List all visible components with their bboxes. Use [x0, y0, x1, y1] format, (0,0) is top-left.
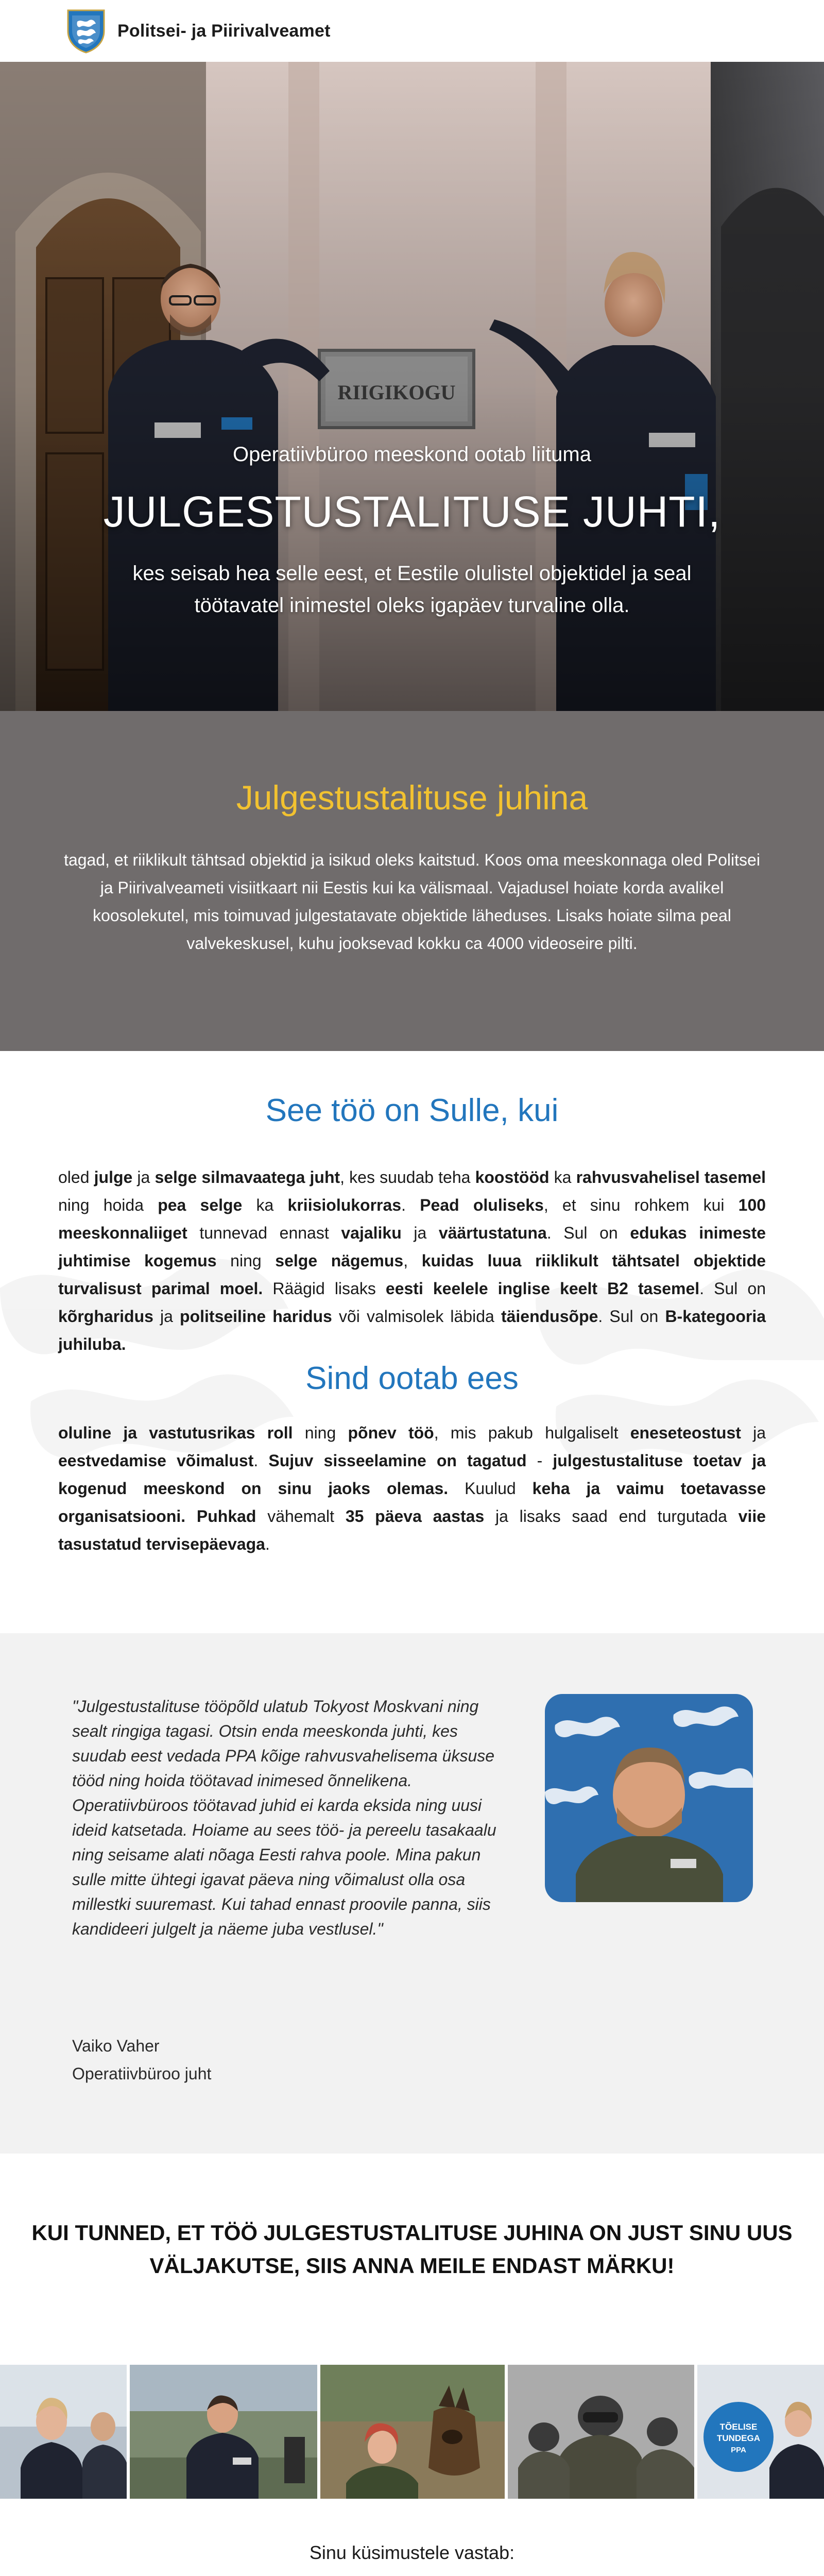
- awaits-segment: Kuulud: [448, 1479, 533, 1498]
- testimonial-section: [0, 1633, 824, 2154]
- awaits-segment: ja lisaks saad end turgutada: [484, 1507, 739, 1526]
- suits-segment: väärtustatuna: [438, 1224, 547, 1242]
- suits-segment: edukas inimeste juhtimise kogemus: [58, 1224, 766, 1270]
- testimonial-role: Operatiivbüroo juht: [72, 2064, 212, 2083]
- testimonial-name: Vaiko Vaher: [72, 2037, 160, 2055]
- requirements-section: [0, 1051, 824, 1633]
- hero-banner: [0, 62, 824, 711]
- awaits-segment: .: [265, 1535, 270, 1553]
- suits-segment: . Sul on: [546, 1224, 630, 1242]
- suits-segment: või valmisolek läbida: [332, 1307, 501, 1326]
- suits-segment: ja: [153, 1307, 180, 1326]
- awaits-description: [58, 1419, 766, 1558]
- awaits-segment: eneseteostust: [630, 1423, 741, 1442]
- suits-segment: ja: [132, 1168, 155, 1187]
- awaits-segment: eestvedamise võimalust: [58, 1451, 254, 1470]
- hero-kicker: Operatiivbüroo meeskond ootab liituma: [233, 443, 591, 466]
- awaits-segment: 35 päeva aastas: [345, 1507, 485, 1526]
- suits-segment: ka: [549, 1168, 576, 1187]
- cta-text: KUI TUNNED, ET TÖÖ JULGESTUSTALITUSE JUHINA ON JUST SINU UUS VÄLJAKUTSE, SIIS ANNA MEILE ENDAST MÄRKU!: [31, 2221, 793, 2278]
- awaits-segment: oluline ja vastutusrikas roll: [58, 1423, 293, 1442]
- suits-segment: tunnevad ennast: [187, 1224, 341, 1242]
- suits-segment: täiendusõpe: [501, 1307, 598, 1326]
- brand-name[interactable]: Politsei- ja Piirivalveamet: [117, 21, 331, 41]
- badge-line-3: PPA: [731, 2446, 746, 2454]
- testimonial-quote: "Julgestustalituse tööpõld ulatub Tokyost Moskvani ning sealt ringiga tagasi. Otsin enda meeskonda juhti, kes suudab eest vedada PPA kõige rahvusvahelisema üksuse tööd ning hoida töötavad inimesed õnnelikena. Operatiivbüroos töötavad juhid ei karda eksida ning uusi ideid katsetada. Hoiame au sees töö- ja pereelu tasakaalu ning seisame alati nõaga Eesti rahva poole. Mina pakun sulle mitte ühtegi igavat päeva ning võimalust olla osa millestki suuremast. Kui tahad ennast proovile panna, siis kandideeri julgelt ja näeme juba vestlusel.": [72, 1697, 496, 1938]
- hero-text-block: [0, 443, 824, 621]
- suits-segment: eesti keelele inglise keelt B2 tasemel: [385, 1279, 700, 1298]
- contact-heading: Sinu küsimustele vastab:: [309, 2542, 515, 2563]
- suits-segment: .: [401, 1196, 420, 1214]
- suits-segment: oled: [58, 1168, 94, 1187]
- suits-segment: julge: [94, 1168, 133, 1187]
- suits-segment: , kes suudab teha: [340, 1168, 475, 1187]
- role-description: tagad, et riiklikult tähtsad objektid ja isikud oleks kaitstud. Koos oma meeskonnaga oled Politsei ja Piirivalveameti visiitkaart nii Eestis kui ka välismaal. Vajadusel hoiate korda avalikel koosolekutel, mis toimuvad julgestatavate objektide läheduses. Lisaks hoiate silma peal valvekeskusel, kuhu jooksevad kokku ca 4000 videoseire pilti.: [64, 851, 760, 953]
- contact-section: [0, 2499, 824, 2576]
- suits-segment: . Sul on: [699, 1279, 766, 1298]
- suits-title: See töö on Sulle, kui: [265, 1093, 559, 1128]
- suits-segment: rahvusvahelisel tasemel: [576, 1168, 766, 1187]
- suits-segment: Pead oluliseks: [420, 1196, 544, 1214]
- suits-segment: B-kategooria juhiluba.: [58, 1307, 766, 1353]
- awaits-segment: .: [253, 1451, 269, 1470]
- awaits-segment: keha ja vaimu toetavasse organisatsiooni.: [58, 1479, 766, 1526]
- call-to-action: [0, 2154, 824, 2365]
- suits-segment: . Sul on: [598, 1307, 665, 1326]
- hero-subtitle: kes seisab hea selle eest, et Eestile olulistel objektidel ja seal töötavatel inimestel oleks igapäev turvaline olla.: [132, 562, 692, 617]
- coat-of-arms-shield-icon[interactable]: [66, 8, 106, 54]
- awaits-segment: julgestustalituse toetav ja kogenud meeskond on sinu jaoks olemas.: [58, 1451, 766, 1498]
- badge-line-2: TUNDEGA: [716, 2433, 761, 2443]
- awaits-segment: põnev töö: [348, 1423, 434, 1442]
- hero-title: JULGESTUSTALITUSE JUHTI,: [103, 487, 721, 536]
- strip-photo-4: [508, 2365, 694, 2499]
- suits-segment: ,: [403, 1251, 422, 1270]
- site-header: [0, 0, 824, 62]
- testimonial-photo: [545, 1694, 753, 1902]
- awaits-segment: ning: [293, 1423, 348, 1442]
- suits-description: [58, 1163, 766, 1358]
- strip-photo-1: [0, 2365, 127, 2499]
- awaits-segment: vähemalt: [256, 1507, 346, 1526]
- awaits-segment: [185, 1507, 197, 1526]
- awaits-segment: viie tasustatud tervisepäevaga: [58, 1507, 766, 1553]
- strip-photo-2: [130, 2365, 317, 2499]
- suits-segment: selge silmavaatega juht: [154, 1168, 340, 1187]
- suits-segment: vajaliku: [341, 1224, 402, 1242]
- suits-segment: politseiline haridus: [180, 1307, 332, 1326]
- suits-segment: selge nägemus: [275, 1251, 404, 1270]
- photo-strip: [0, 2365, 824, 2499]
- awaits-segment: ja: [741, 1423, 766, 1442]
- suits-segment: kriisiolukorras: [287, 1196, 402, 1214]
- suits-segment: pea selge: [158, 1196, 243, 1214]
- suits-segment: ning: [216, 1251, 276, 1270]
- awaits-segment: Sujuv sisseelamine on tagatud: [268, 1451, 527, 1470]
- role-title: Julgestustalituse juhina: [236, 778, 588, 817]
- strip-photo-3: [320, 2365, 505, 2499]
- role-section: [0, 711, 824, 1051]
- suits-segment: kuidas luua riiklikult tähtsatel objektide turvalisust parimal moel.: [58, 1251, 766, 1298]
- suits-segment: ja: [401, 1224, 439, 1242]
- suits-segment: 100 meeskonnaliiget: [58, 1196, 766, 1242]
- awaits-segment: , mis pakub hulgaliselt: [434, 1423, 630, 1442]
- awaits-title: Sind ootab ees: [305, 1361, 519, 1396]
- suits-segment: koostööd: [475, 1168, 550, 1187]
- suits-segment: ning hoida: [58, 1196, 158, 1214]
- suits-segment: ka: [242, 1196, 288, 1214]
- awaits-segment: Puhkad: [196, 1507, 256, 1526]
- suits-segment: , et sinu rohkem kui: [543, 1196, 739, 1214]
- awaits-segment: -: [526, 1451, 553, 1470]
- suits-segment: kõrgharidus: [58, 1307, 153, 1326]
- suits-segment: Räägid lisaks: [263, 1279, 386, 1298]
- strip-photo-5: [697, 2365, 824, 2499]
- badge-line-1: TÕELISE: [719, 2422, 758, 2432]
